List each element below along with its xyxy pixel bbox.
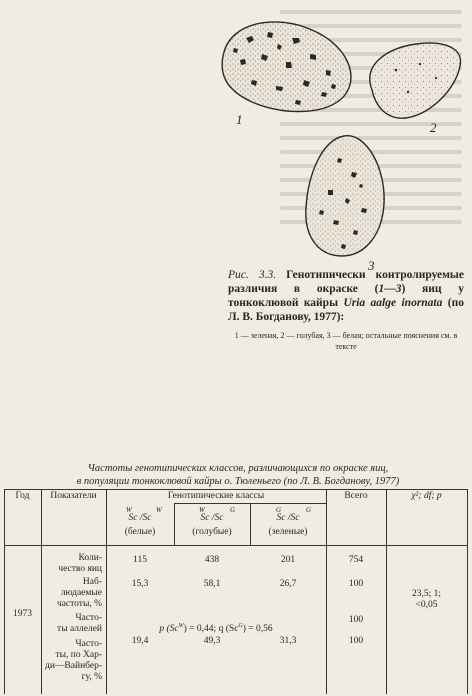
class-blue-sup1: W (199, 506, 205, 514)
header-total: Всего (344, 491, 368, 501)
egg-2 (370, 43, 461, 118)
caption-text-1: Генотипически контролируемые различия в окраске ( (228, 269, 464, 295)
row-observed-label-1: Наб- (82, 577, 102, 587)
formula-part-a: p (Sc (159, 624, 179, 635)
formula-sup-1: W (178, 623, 184, 629)
header-year: Год (15, 491, 30, 501)
row-observed-blue: 58,1 (203, 579, 221, 589)
egg-number-2: 2 (430, 120, 437, 135)
caption-title (228, 268, 464, 324)
class-green-sup1: G (276, 506, 282, 514)
formula-part-c: ) = 0,56 (242, 624, 273, 635)
eggs-figure (212, 8, 472, 273)
row-count-white: 115 (133, 555, 147, 565)
caption-species: Uria aalge inornata (343, 297, 443, 309)
row-alleles-label-1: Часто- (75, 613, 102, 623)
row-observed-green: 26,7 (279, 579, 297, 589)
row-observed-white: 15,3 (131, 579, 149, 589)
class-green-name: (зеленые) (268, 527, 308, 537)
header-chi-square: χ²; df; p (411, 491, 442, 501)
row-hardy-total: 100 (348, 636, 364, 646)
row-count-label-1: Коли- (78, 553, 102, 563)
egg-number-1: 1 (236, 112, 243, 127)
figure-caption (228, 268, 464, 352)
row-observed-chi-2: <0,05 (415, 600, 438, 610)
row-hardy-white: 19,4 (131, 636, 149, 646)
row-hardy-label-2: ты, по Хар- (55, 650, 102, 660)
row-hardy-label-3: ди—Вайнбер- (45, 661, 102, 671)
class-blue-sup2: G (230, 506, 236, 514)
row-observed-chi-1: 23,5; 1; (411, 589, 442, 599)
class-blue-genotype: Sc /Sc (200, 513, 224, 523)
class-green-sup2: G (306, 506, 312, 514)
egg-3 (306, 136, 384, 256)
class-white-genotype: Sc /Sc (128, 513, 152, 523)
caption-text-2: ) яиц у тонкоклювой кайры (228, 283, 464, 309)
header-indicator: Показатели (50, 491, 97, 501)
class-white-sup1: W (126, 506, 132, 514)
row-count-total: 754 (348, 555, 364, 565)
row-alleles-total: 100 (348, 615, 364, 625)
egg-number-3: 3 (368, 258, 375, 273)
formula-sup-2: G (238, 623, 243, 629)
row-observed-label-3: частоты, % (56, 599, 102, 609)
table-title-line-2: в популяции тонкоклювой кайры о. Тюленьего (по Л. В. Богданову, 1977) (76, 476, 400, 487)
caption-text-3: (по Л. В. Богданову, 1977): (228, 297, 464, 323)
year-cell: 1973 (13, 609, 32, 619)
egg-1 (222, 22, 351, 112)
row-observed-label-2: людаемые (60, 588, 102, 598)
caption-legend: 1 — зеленая, 2 — голубая, 3 — белая; остальные пояснения см. в тексте (234, 331, 458, 351)
row-observed-total: 100 (348, 579, 364, 589)
table-title (14, 462, 462, 488)
allele-frequency-formula (106, 621, 326, 635)
row-hardy-blue: 49,3 (203, 636, 221, 646)
class-blue-name: (голубые) (192, 527, 232, 537)
row-alleles-label-2: ты аллелей (57, 624, 102, 634)
row-count-green: 201 (280, 555, 296, 565)
header-genotype-classes: Генотипические классы (167, 491, 265, 501)
class-green-genotype: Sc /Sc (276, 513, 300, 523)
class-white-name: (белые) (124, 527, 156, 537)
row-count-blue: 438 (204, 555, 220, 565)
class-white-sup2: W (156, 506, 162, 514)
genotype-frequency-table (4, 489, 468, 694)
row-hardy-green: 31,3 (279, 636, 297, 646)
formula-part-b: ) = 0,44; q (Sc (183, 624, 239, 635)
caption-range: 1—3 (378, 283, 402, 295)
row-hardy-label-4: гу, % (81, 672, 102, 682)
row-hardy-label-1: Часто- (75, 639, 102, 649)
caption-label: Рис. 3.3. (228, 269, 277, 281)
table-title-line-1: Частоты генотипических классов, различающихся по окраске яиц, (87, 463, 389, 474)
row-count-label-2: чество яиц (58, 564, 102, 574)
